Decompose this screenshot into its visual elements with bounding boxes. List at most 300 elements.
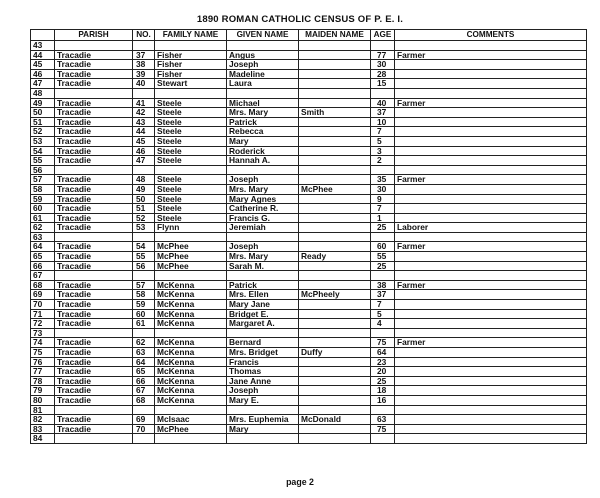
family-name-cell: McKenna: [155, 309, 227, 319]
family-name-cell: [155, 271, 227, 281]
age-cell: [371, 271, 395, 281]
given-name-cell: [227, 165, 299, 175]
maiden-name-cell: McPheely: [299, 290, 371, 300]
row-number: 69: [31, 290, 55, 300]
given-name-cell: [227, 271, 299, 281]
parish-cell: [55, 328, 133, 338]
comments-cell: [395, 319, 587, 329]
table-body: [31, 41, 587, 444]
table-row: [31, 319, 587, 329]
age-cell: 38: [371, 280, 395, 290]
given-name-cell: Bridget E.: [227, 309, 299, 319]
table-row: [31, 88, 587, 98]
comments-cell: [395, 252, 587, 262]
table-row: [31, 386, 587, 396]
number-cell: 43: [133, 117, 155, 127]
table-row: [31, 271, 587, 281]
given-name-cell: Joseph: [227, 175, 299, 185]
parish-cell: Tracadie: [55, 280, 133, 290]
number-cell: 54: [133, 242, 155, 252]
table-row: [31, 348, 587, 358]
age-cell: 5: [371, 309, 395, 319]
age-cell: 55: [371, 252, 395, 262]
number-cell: [133, 271, 155, 281]
number-cell: [133, 232, 155, 242]
family-name-cell: Fisher: [155, 50, 227, 60]
table-row: [31, 415, 587, 425]
family-name-cell: McKenna: [155, 348, 227, 358]
family-name-cell: McKenna: [155, 290, 227, 300]
given-name-cell: Mary Jane: [227, 300, 299, 310]
number-cell: 67: [133, 386, 155, 396]
row-number: 82: [31, 415, 55, 425]
col-header-age: AGE: [371, 30, 395, 41]
given-name-cell: Madeline: [227, 69, 299, 79]
row-number: 51: [31, 117, 55, 127]
comments-cell: [395, 309, 587, 319]
family-name-cell: McKenna: [155, 357, 227, 367]
parish-cell: [55, 271, 133, 281]
number-cell: 47: [133, 156, 155, 166]
parish-cell: Tracadie: [55, 194, 133, 204]
col-header-parish: PARISH: [55, 30, 133, 41]
table-row: [31, 232, 587, 242]
given-name-cell: Mary Agnes: [227, 194, 299, 204]
row-number: 73: [31, 328, 55, 338]
table-row: [31, 69, 587, 79]
given-name-cell: Mrs. Mary: [227, 184, 299, 194]
family-name-cell: McIsaac: [155, 415, 227, 425]
parish-cell: Tracadie: [55, 415, 133, 425]
given-name-cell: Jeremiah: [227, 223, 299, 233]
age-cell: 25: [371, 223, 395, 233]
col-header-family-name: FAMILY NAME: [155, 30, 227, 41]
maiden-name-cell: [299, 213, 371, 223]
comments-cell: [395, 290, 587, 300]
family-name-cell: Steele: [155, 127, 227, 137]
maiden-name-cell: [299, 300, 371, 310]
row-number: 53: [31, 136, 55, 146]
table-row: [31, 309, 587, 319]
given-name-cell: Francis G.: [227, 213, 299, 223]
given-name-cell: Michael: [227, 98, 299, 108]
maiden-name-cell: [299, 328, 371, 338]
row-number: 54: [31, 146, 55, 156]
parish-cell: Tracadie: [55, 300, 133, 310]
comments-cell: [395, 194, 587, 204]
given-name-cell: Bernard: [227, 338, 299, 348]
table-row: [31, 60, 587, 70]
number-cell: 64: [133, 357, 155, 367]
table-row: [31, 328, 587, 338]
age-cell: 4: [371, 319, 395, 329]
maiden-name-cell: [299, 242, 371, 252]
age-cell: [371, 41, 395, 51]
parish-cell: Tracadie: [55, 348, 133, 358]
family-name-cell: Steele: [155, 175, 227, 185]
family-name-cell: Steele: [155, 184, 227, 194]
parish-cell: Tracadie: [55, 290, 133, 300]
row-number: 83: [31, 424, 55, 434]
given-name-cell: Catherine R.: [227, 204, 299, 214]
col-header-no: NO.: [133, 30, 155, 41]
age-cell: [371, 88, 395, 98]
family-name-cell: [155, 88, 227, 98]
row-number: 78: [31, 376, 55, 386]
given-name-cell: Mrs. Euphemia: [227, 415, 299, 425]
table-row: [31, 405, 587, 415]
parish-cell: Tracadie: [55, 213, 133, 223]
maiden-name-cell: [299, 280, 371, 290]
maiden-name-cell: [299, 357, 371, 367]
maiden-name-cell: [299, 309, 371, 319]
given-name-cell: Joseph: [227, 386, 299, 396]
comments-cell: Farmer: [395, 175, 587, 185]
family-name-cell: McKenna: [155, 395, 227, 405]
comments-cell: Farmer: [395, 98, 587, 108]
family-name-cell: Steele: [155, 108, 227, 118]
row-number: 81: [31, 405, 55, 415]
parish-cell: [55, 165, 133, 175]
age-cell: [371, 232, 395, 242]
number-cell: 51: [133, 204, 155, 214]
maiden-name-cell: [299, 376, 371, 386]
comments-cell: [395, 434, 587, 444]
parish-cell: [55, 232, 133, 242]
comments-cell: [395, 424, 587, 434]
comments-cell: Laborer: [395, 223, 587, 233]
maiden-name-cell: [299, 338, 371, 348]
row-number: 84: [31, 434, 55, 444]
comments-cell: [395, 395, 587, 405]
parish-cell: Tracadie: [55, 319, 133, 329]
family-name-cell: Steele: [155, 194, 227, 204]
row-number: 57: [31, 175, 55, 185]
comments-cell: [395, 204, 587, 214]
number-cell: [133, 165, 155, 175]
parish-cell: Tracadie: [55, 60, 133, 70]
given-name-cell: Patrick: [227, 280, 299, 290]
table-row: [31, 79, 587, 89]
parish-cell: Tracadie: [55, 146, 133, 156]
age-cell: 28: [371, 69, 395, 79]
parish-cell: Tracadie: [55, 79, 133, 89]
table-row: [31, 136, 587, 146]
number-cell: 63: [133, 348, 155, 358]
table-row: [31, 261, 587, 271]
col-header-given-name: GIVEN NAME: [227, 30, 299, 41]
number-cell: 55: [133, 252, 155, 262]
comments-cell: [395, 117, 587, 127]
given-name-cell: Joseph: [227, 242, 299, 252]
maiden-name-cell: [299, 165, 371, 175]
table-row: [31, 424, 587, 434]
parish-cell: Tracadie: [55, 184, 133, 194]
age-cell: 5: [371, 136, 395, 146]
maiden-name-cell: [299, 223, 371, 233]
given-name-cell: Thomas: [227, 367, 299, 377]
family-name-cell: McKenna: [155, 338, 227, 348]
age-cell: 64: [371, 348, 395, 358]
given-name-cell: Hannah A.: [227, 156, 299, 166]
maiden-name-cell: [299, 319, 371, 329]
age-cell: [371, 405, 395, 415]
maiden-name-cell: McPhee: [299, 184, 371, 194]
maiden-name-cell: [299, 367, 371, 377]
given-name-cell: Mrs. Mary: [227, 252, 299, 262]
family-name-cell: McKenna: [155, 367, 227, 377]
table-row: [31, 175, 587, 185]
number-cell: 59: [133, 300, 155, 310]
family-name-cell: McKenna: [155, 376, 227, 386]
parish-cell: [55, 41, 133, 51]
row-number: 75: [31, 348, 55, 358]
given-name-cell: [227, 232, 299, 242]
number-cell: 40: [133, 79, 155, 89]
maiden-name-cell: [299, 395, 371, 405]
number-cell: 41: [133, 98, 155, 108]
family-name-cell: [155, 328, 227, 338]
row-number: 55: [31, 156, 55, 166]
parish-cell: Tracadie: [55, 395, 133, 405]
table-row: [31, 300, 587, 310]
header-row: [31, 30, 587, 41]
number-cell: 57: [133, 280, 155, 290]
table-row: [31, 204, 587, 214]
parish-cell: Tracadie: [55, 386, 133, 396]
family-name-cell: McKenna: [155, 386, 227, 396]
row-number: 60: [31, 204, 55, 214]
col-header-comments: COMMENTS: [395, 30, 587, 41]
maiden-name-cell: [299, 146, 371, 156]
comments-cell: Farmer: [395, 280, 587, 290]
table-row: [31, 280, 587, 290]
given-name-cell: Mary: [227, 424, 299, 434]
row-number: 77: [31, 367, 55, 377]
maiden-name-cell: [299, 136, 371, 146]
given-name-cell: Rebecca: [227, 127, 299, 137]
family-name-cell: [155, 41, 227, 51]
given-name-cell: [227, 405, 299, 415]
comments-cell: [395, 415, 587, 425]
row-number: 68: [31, 280, 55, 290]
comments-cell: [395, 60, 587, 70]
maiden-name-cell: [299, 79, 371, 89]
comments-cell: [395, 127, 587, 137]
row-number: 64: [31, 242, 55, 252]
comments-cell: [395, 41, 587, 51]
comments-cell: [395, 165, 587, 175]
number-cell: 37: [133, 50, 155, 60]
table-row: [31, 156, 587, 166]
comments-cell: [395, 405, 587, 415]
row-number: 50: [31, 108, 55, 118]
table-row: [31, 223, 587, 233]
given-name-cell: Joseph: [227, 60, 299, 70]
table-row: [31, 117, 587, 127]
maiden-name-cell: [299, 98, 371, 108]
comments-cell: [395, 300, 587, 310]
age-cell: 25: [371, 261, 395, 271]
family-name-cell: Fisher: [155, 60, 227, 70]
maiden-name-cell: Duffy: [299, 348, 371, 358]
age-cell: 20: [371, 367, 395, 377]
row-number: 76: [31, 357, 55, 367]
given-name-cell: Margaret A.: [227, 319, 299, 329]
given-name-cell: [227, 434, 299, 444]
comments-cell: [395, 386, 587, 396]
given-name-cell: Mrs. Mary: [227, 108, 299, 118]
comments-cell: [395, 271, 587, 281]
family-name-cell: Steele: [155, 117, 227, 127]
row-number: 56: [31, 165, 55, 175]
parish-cell: Tracadie: [55, 175, 133, 185]
number-cell: [133, 41, 155, 51]
comments-cell: Farmer: [395, 50, 587, 60]
given-name-cell: Jane Anne: [227, 376, 299, 386]
parish-cell: Tracadie: [55, 261, 133, 271]
maiden-name-cell: [299, 156, 371, 166]
number-cell: 56: [133, 261, 155, 271]
maiden-name-cell: [299, 60, 371, 70]
age-cell: 1: [371, 213, 395, 223]
family-name-cell: Steele: [155, 98, 227, 108]
row-number: 72: [31, 319, 55, 329]
page-number: page 2: [286, 477, 314, 487]
age-cell: 9: [371, 194, 395, 204]
parish-cell: Tracadie: [55, 338, 133, 348]
given-name-cell: Sarah M.: [227, 261, 299, 271]
maiden-name-cell: [299, 194, 371, 204]
family-name-cell: Steele: [155, 146, 227, 156]
age-cell: 37: [371, 290, 395, 300]
maiden-name-cell: [299, 405, 371, 415]
given-name-cell: Francis: [227, 357, 299, 367]
parish-cell: Tracadie: [55, 242, 133, 252]
parish-cell: Tracadie: [55, 424, 133, 434]
comments-cell: [395, 136, 587, 146]
parish-cell: Tracadie: [55, 136, 133, 146]
number-cell: 60: [133, 309, 155, 319]
number-cell: [133, 328, 155, 338]
row-number: 79: [31, 386, 55, 396]
comments-cell: [395, 367, 587, 377]
table-row: [31, 165, 587, 175]
number-cell: 44: [133, 127, 155, 137]
given-name-cell: Angus: [227, 50, 299, 60]
comments-cell: Farmer: [395, 242, 587, 252]
comments-cell: [395, 357, 587, 367]
age-cell: 10: [371, 117, 395, 127]
age-cell: 7: [371, 204, 395, 214]
family-name-cell: Steele: [155, 136, 227, 146]
number-cell: 58: [133, 290, 155, 300]
row-number: 49: [31, 98, 55, 108]
parish-cell: Tracadie: [55, 50, 133, 60]
family-name-cell: Steele: [155, 213, 227, 223]
parish-cell: [55, 405, 133, 415]
number-cell: 66: [133, 376, 155, 386]
maiden-name-cell: [299, 386, 371, 396]
given-name-cell: Laura: [227, 79, 299, 89]
number-cell: 38: [133, 60, 155, 70]
parish-cell: [55, 434, 133, 444]
family-name-cell: McKenna: [155, 319, 227, 329]
given-name-cell: Roderick: [227, 146, 299, 156]
table-row: [31, 41, 587, 51]
number-cell: 48: [133, 175, 155, 185]
maiden-name-cell: [299, 69, 371, 79]
family-name-cell: McPhee: [155, 242, 227, 252]
age-cell: 15: [371, 79, 395, 89]
table-row: [31, 395, 587, 405]
family-name-cell: McKenna: [155, 280, 227, 290]
family-name-cell: [155, 434, 227, 444]
row-number: 59: [31, 194, 55, 204]
table-row: [31, 290, 587, 300]
row-number: 74: [31, 338, 55, 348]
age-cell: 75: [371, 338, 395, 348]
table-row: [31, 338, 587, 348]
given-name-cell: Mrs. Bridget: [227, 348, 299, 358]
table-row: [31, 367, 587, 377]
given-name-cell: Patrick: [227, 117, 299, 127]
parish-cell: Tracadie: [55, 223, 133, 233]
comments-cell: [395, 232, 587, 242]
family-name-cell: McPhee: [155, 424, 227, 434]
comments-cell: [395, 156, 587, 166]
parish-cell: Tracadie: [55, 252, 133, 262]
maiden-name-cell: [299, 232, 371, 242]
age-cell: 37: [371, 108, 395, 118]
comments-cell: [395, 108, 587, 118]
number-cell: [133, 434, 155, 444]
row-number: 71: [31, 309, 55, 319]
number-cell: 45: [133, 136, 155, 146]
comments-cell: [395, 348, 587, 358]
number-cell: 61: [133, 319, 155, 329]
age-cell: 75: [371, 424, 395, 434]
parish-cell: Tracadie: [55, 156, 133, 166]
number-cell: 62: [133, 338, 155, 348]
comments-cell: [395, 376, 587, 386]
table-row: [31, 146, 587, 156]
comments-cell: Farmer: [395, 338, 587, 348]
maiden-name-cell: [299, 50, 371, 60]
number-cell: 39: [133, 69, 155, 79]
family-name-cell: [155, 165, 227, 175]
family-name-cell: Stewart: [155, 79, 227, 89]
age-cell: 2: [371, 156, 395, 166]
parish-cell: Tracadie: [55, 367, 133, 377]
maiden-name-cell: [299, 261, 371, 271]
row-number: 48: [31, 88, 55, 98]
number-cell: 68: [133, 395, 155, 405]
table-row: [31, 98, 587, 108]
number-cell: 46: [133, 146, 155, 156]
parish-cell: Tracadie: [55, 376, 133, 386]
age-cell: 30: [371, 184, 395, 194]
row-number: 58: [31, 184, 55, 194]
row-number: 65: [31, 252, 55, 262]
maiden-name-cell: [299, 204, 371, 214]
age-cell: 40: [371, 98, 395, 108]
parish-cell: Tracadie: [55, 69, 133, 79]
number-cell: 65: [133, 367, 155, 377]
row-number: 47: [31, 79, 55, 89]
age-cell: [371, 165, 395, 175]
number-cell: 70: [133, 424, 155, 434]
